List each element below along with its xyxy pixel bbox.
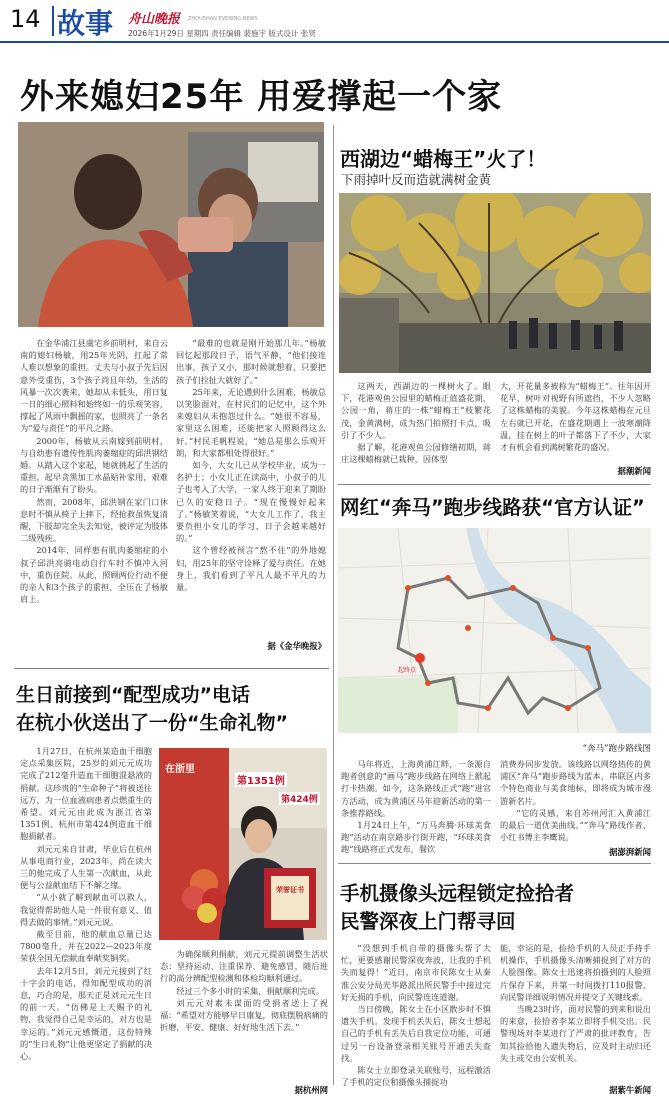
article5-headline-line2: 民警深夜上门帮寻回 <box>340 910 516 933</box>
paragraph: 如今，大女儿已从学校毕业，成为一名护士；小女儿正在读高中，小叔子的儿子也考入了大学，一家人终于迎来了期盼已久的安稳日子。“现在慢慢好起来了。”杨敏笑着说，“大女儿工作了，我主要负担小女儿的学习，日子会越来越好的。” <box>176 460 326 544</box>
paragraph: 截至目前，他的献血总量已达7800毫升，并在2022—2023年度荣获全国无偿献血奉献奖铜奖。 <box>20 929 152 964</box>
paragraph: 经过三个多小时的采集，捐献顺利完成。 <box>176 985 324 996</box>
article3-source: 据澎湃新闻 <box>609 847 651 857</box>
map-start-label: 起终点 <box>398 667 417 674</box>
article2-subtitle: 下雨掉叶反而造就满树金黄 <box>341 172 492 187</box>
header-rule <box>0 41 669 43</box>
paragraph: 2014年，同样患有肌肉萎缩症的小叔子邱洪亮骑电动自行车时不慎冲入河中，重伤住院。从此，照顾两位行动不便的亲人和3个孩子的重担，全压在了杨敏肩上。 <box>20 545 168 605</box>
paragraph: 去年12月5日，刘元元接到了红十字会的电话，得知配型成功的消息，巧合的是，那天正是刘元元生日的前一天。“仿佛是上天赐予的礼物，我觉得自己是幸运的，对方也是幸运的。”刘元元感慨道，这份特殊的“生日礼物”让他更坚定了捐献的决心。 <box>20 965 152 1062</box>
article3-col1 <box>341 758 491 856</box>
paragraph: 据了解，花港观鱼公园修缮初期，蒋庄这棵蜡梅就已栽种，因体型 <box>341 442 491 465</box>
article2-col1 <box>341 380 491 465</box>
paragraph: “从小就了解到献血可以救人，我觉得帮助他人是一件很有意义、值得去做的事情。”刘元元说。 <box>20 892 152 927</box>
article5-col2 <box>500 942 651 1064</box>
photo-sign-top: 在浙里 <box>165 764 195 775</box>
article4-photo <box>159 748 327 940</box>
article1-source: 据《金华晚报》 <box>267 641 326 651</box>
article1-photo <box>18 122 324 327</box>
article2-photo <box>339 193 651 373</box>
paragraph: 消费券同步发放。该线路以网络热传的黄浦区“奔马”跑步路线为蓝本，串联区内多个特色商业与美食地标，即将成为城市漫游新名片。 <box>500 759 651 806</box>
paragraph: 刘元元来自甘肃，毕业后在杭州从事电商行业，2023年，尚在读大三的他完成了人生第一次献血，从此便与公益献血结下不解之缘。 <box>20 843 152 891</box>
article4-source: 据杭州网 <box>294 1085 328 1095</box>
paragraph: “没想到手机自带的摄像头帮了大忙，更要感谢民警深夜奔波，让我的手机失而复得！”近日，南京市民陈女士从秦淮公安分局光华路派出所民警手中接过完好无损的手机，向民警连连道谢。 <box>341 943 491 1002</box>
section-title: 故事 <box>57 7 114 40</box>
paragraph: “最难的也就是刚开始那几年。”杨敏回忆起那段日子，语气平静，“他们接连出事，孩子又小，那时候就想着，只要把孩子们拉扯大就好了。” <box>176 338 326 385</box>
paragraph: 然而，2008年，邱洪钢在家门口休息时不慎从椅子上摔下，经抢救虽恢复清醒，下肢却完全失去知觉，被评定为肢体二级残疾。 <box>20 496 168 544</box>
paragraph: 1月27日，在杭州某造血干细胞定点采集医院，25岁的刘元元成功完成了212毫升造血干细胞混悬液的捐献。这珍贵的“生命种子”将被送往远方，为一位血液病患者点燃重生的希望。刘元元由此成为浙江省第1351例、杭州市第424例造血干细胞捐献者。 <box>20 746 152 842</box>
article3-map <box>338 528 651 733</box>
article2-headline: 西湖边“蜡梅王”火了！ <box>340 147 547 171</box>
article5-source: 据紫牛新闻 <box>609 1085 651 1095</box>
paragraph: 25年来，无论遇到什么困难，杨敏总以笑脸面对，在村民们的记忆中，这个外来媳妇从未抱怨过什么。“她很不容易，家里这么困难，还能把家人照顾得这么好。”村民毛帆程说，“她总是那么乐观开朗，和大家都相处得很好。” <box>176 386 326 458</box>
article1-col2 <box>176 337 326 593</box>
paragraph: 马年将近，上海黄浦江畔，一条源自跑者创意的“画马”跑步线路在网络上掀起打卡热潮。如今，这条路线正式“跑”进官方活动，成为黄浦区马年迎新活动的第一条推荐路线。 <box>341 759 491 818</box>
section-rule <box>14 668 329 669</box>
paragraph: 刘元元对素未谋面的受捐者送上了祝福：“希望对方能够早日康复，彻底摆脱病痛的折磨，平安、健康、好好地生活下去。” <box>160 997 328 1033</box>
column-divider <box>333 125 334 1085</box>
newspaper-logo-en: ZHOUSHAN EVENING NEWS <box>188 16 258 22</box>
paragraph: 能，幸运的是，捡拾手机的人员正手持手机操作，手机摄像头清晰捕捉到了对方的人脸图像。陈女士迅速将拍摄到的人脸照片保存下来，并第一时间拨打110报警，向民警详细说明情况并提交了关键线索。 <box>500 943 651 1002</box>
paragraph: 在金华浦江县虞宅乡前明村，来自云南的媳妇杨敏，用25年光阴，扛起了常人难以想象的重担。丈夫与小叔子先后因意外受重伤，3个孩子尚且年幼，生活的风暴一次次袭来，她却从未低头，用日复一日的细心照料和始终如一的乐观笑容，撑起了风雨中飘摇的家，也照亮了一条名为“爱与责任”的平凡之路。 <box>20 338 168 434</box>
article4-headline-line2: 在杭小伙送出了一份“生命礼物” <box>16 712 288 734</box>
article4-col1 <box>20 745 152 1062</box>
article1-headline: 外来媳妇25年 用爱撑起一个家 <box>20 77 503 117</box>
article3-col2 <box>500 758 651 843</box>
paragraph: 为确保顺利捐献，刘元元提前调整生活状态：坚持运动、注重保养、避免感冒，随后进行的高分辨配型检测和体检均顺利通过。 <box>160 949 328 984</box>
article2-col2 <box>500 380 651 453</box>
paragraph: 当日傍晚，陈女士在小区散步时不慎遗失手机。发现手机丢失后，陈女士想起自己的手机有丢失后自我定位功能，可通过另一台设备登录相关账号开通丢失查找。 <box>341 1004 491 1063</box>
section-rule <box>338 484 651 485</box>
photo-sign-number: 第1351例 <box>235 772 287 787</box>
paragraph: 大，开花量多被称为“蜡梅王”。往年因开花早，树叶对视野有所遮挡，不少人忽略了这株蜡梅的美貌。今年这株蜡梅在元旦左右就已开花，在盛花期遇上一波寒潮降温，挂在树上的叶子都落下了不少，大家才有机会看到满树繁花的盛况。 <box>500 381 651 453</box>
article3-map-caption: “奔马”跑步路线图 <box>582 744 651 754</box>
article3-headline: 网红“奔马”跑步线路获“官方认证” <box>340 496 645 519</box>
article1-col1 <box>20 337 168 605</box>
paragraph: 2000年，杨敏从云南嫁到前明村，与自幼患有遗传性肌肉萎缩症的邱洪钢结婚。从踏入这个家起，她就挑起了生活的重担，起早贪黑加工水晶贴补家用，艰难的日子渐渐有了盼头。 <box>20 435 168 495</box>
paragraph: 陈女士立即登录关联账号，远程激活了手机的定位和摄像头捕捉功 <box>341 1065 491 1088</box>
article2-source: 据潮新闻 <box>617 466 651 476</box>
page-number: 14 <box>10 5 41 33</box>
photo-sign-number2: 第424例 <box>279 792 320 805</box>
paragraph: 当晚23时许，面对民警的到来和说出的来意，捡拾者李某立即将手机交出。民警现场对李某进行了严肃的批评教育，告知其捡拾他人遗失物后，应及时主动归还失主或交由公安机关。 <box>500 1004 651 1063</box>
article5-headline-line1: 手机摄像头远程锁定捡拾者 <box>340 882 575 905</box>
photo-certificate-label: 荣誉证书 <box>276 886 304 894</box>
article5-col1 <box>341 942 491 1088</box>
paragraph: “它的灵感，来自苏州河汇入黄浦江的最后一道优美曲线。”“奔马”路线作者、小红书博主李鹰说。 <box>500 807 651 843</box>
paragraph: 1月24日上午，“万马奔腾·环球美食跑”活动在南京路步行街开跑，“环球美食跑”线路将正式发布，餐饮 <box>341 820 491 855</box>
header-divider <box>52 6 54 36</box>
page-meta: 2026年1月29日 星期四 责任编辑 裴施宇 版式设计 张贤 <box>128 29 316 38</box>
newspaper-logo: 舟山晚报 <box>128 12 181 27</box>
paragraph: 这个曾经被预言“熬不住”的外地媳妇，用25年的坚守诠释了爱与责任。在她身上，我们看到了平凡人最不平凡的力量。 <box>176 545 326 593</box>
section-rule <box>338 863 651 864</box>
paragraph: 这两天，西湖边的一棵树火了。眼下，花港观鱼公园里的蜡梅正值盛花期，公园一角，蒋庄的一株“蜡梅王”枝繁花茂，金黄满树，成为热门拍照打卡点，吸引了不少人。 <box>341 381 491 440</box>
article4-col2 <box>160 948 328 1033</box>
article4-headline-line1: 生日前接到“配型成功”电话 <box>16 684 250 706</box>
